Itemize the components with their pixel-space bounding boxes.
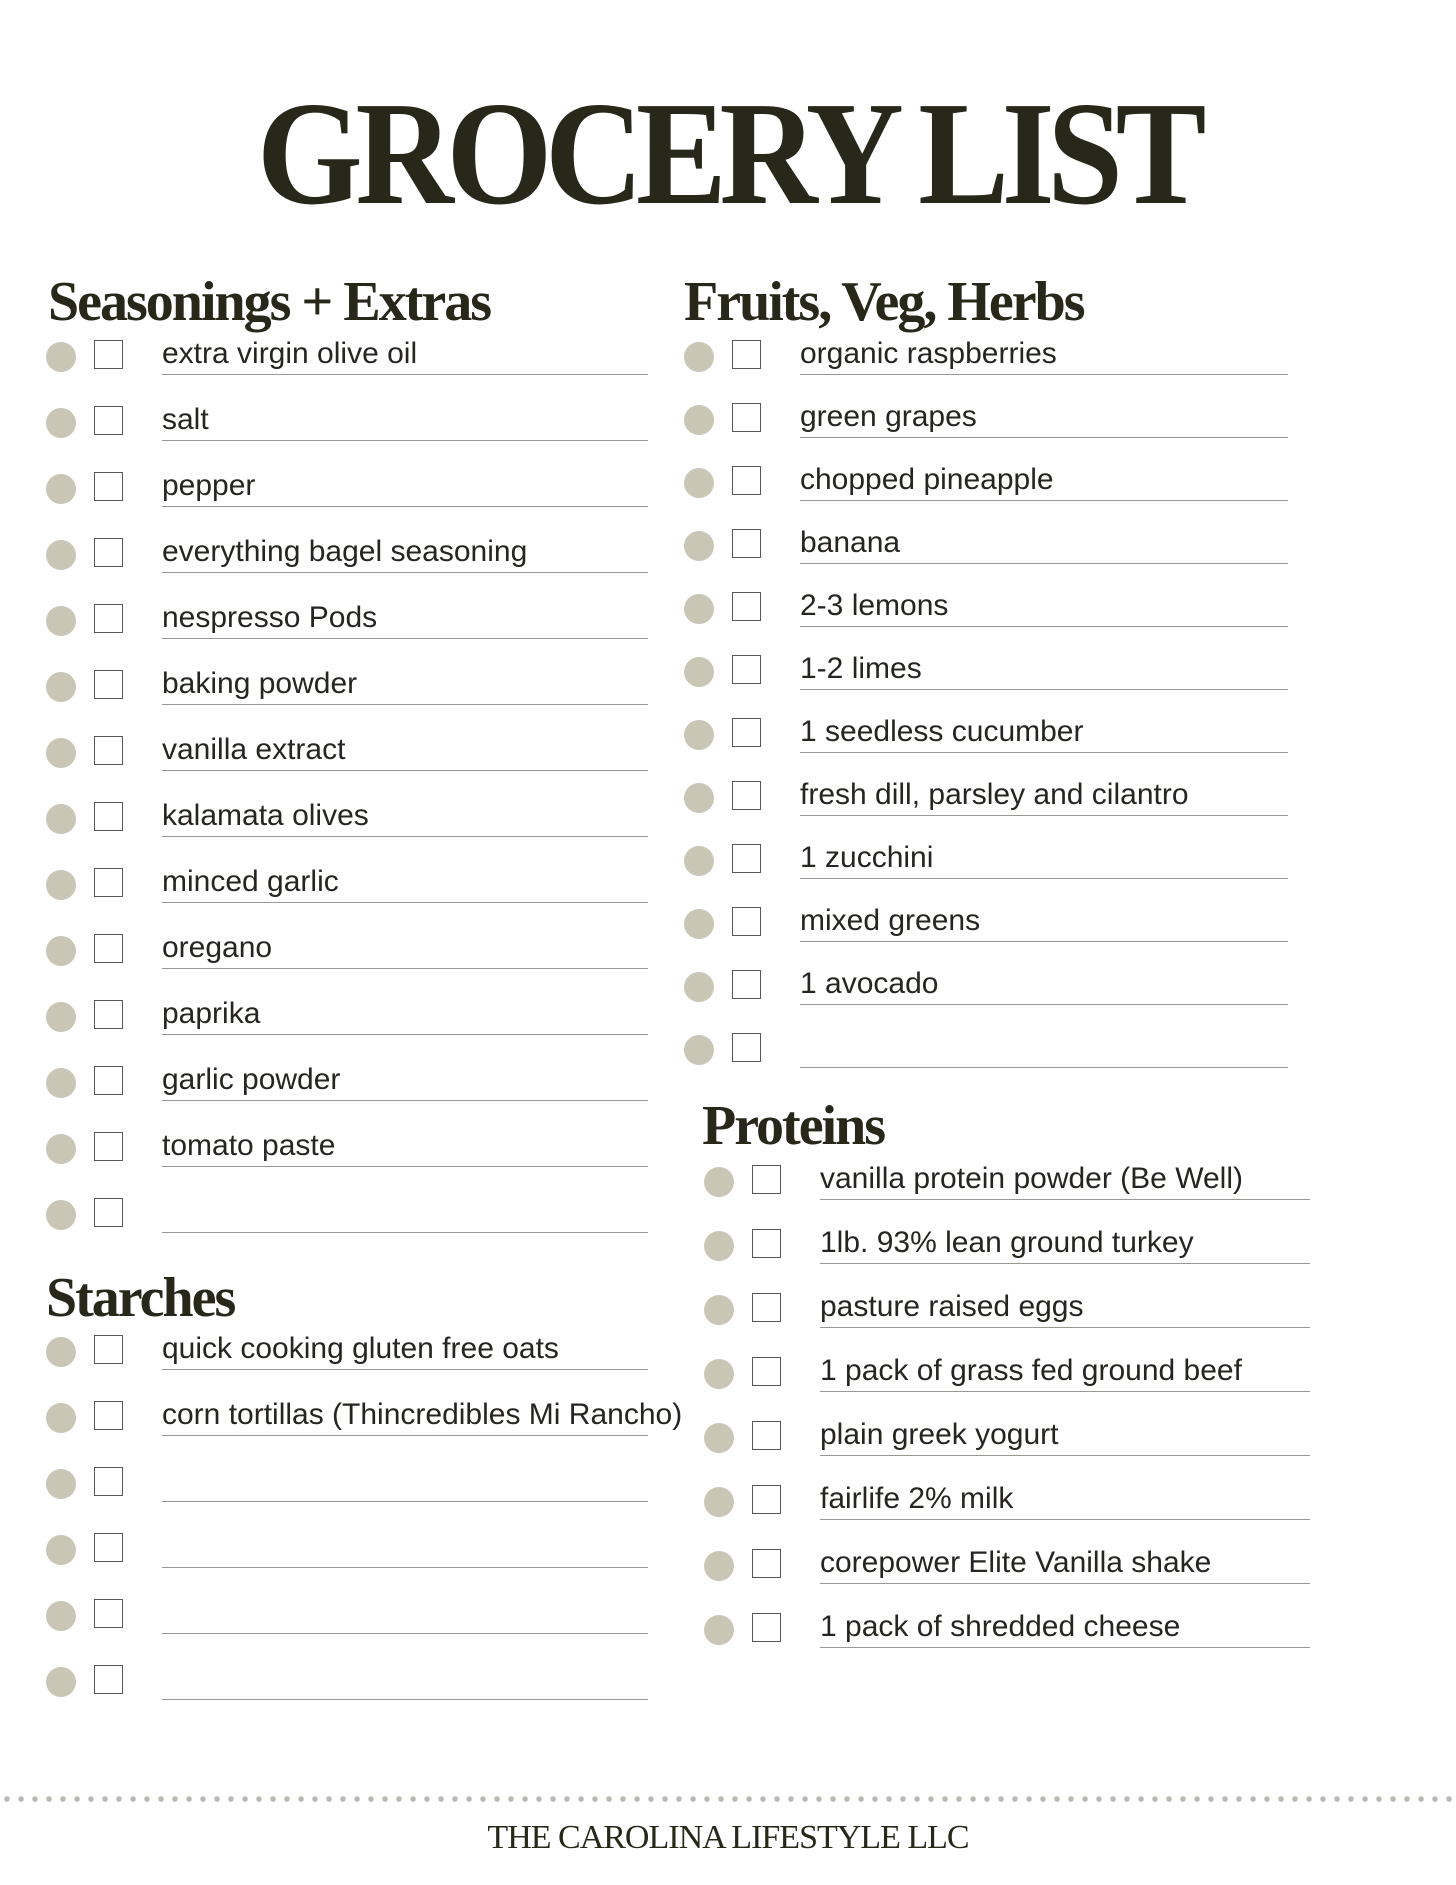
item-label: extra virgin olive oil — [162, 337, 418, 370]
item-label: kalamata olives — [162, 799, 369, 832]
item-checkbox[interactable] — [94, 1000, 123, 1029]
bullet-dot — [684, 1035, 714, 1065]
item-label: 2-3 lemons — [800, 589, 949, 622]
write-in-line[interactable] — [800, 752, 1288, 753]
write-in-line[interactable] — [820, 1455, 1310, 1456]
write-in-line[interactable] — [162, 1232, 648, 1233]
item-label: tomato paste — [162, 1129, 336, 1162]
write-in-line[interactable] — [162, 1100, 648, 1101]
bullet-dot — [46, 1068, 76, 1098]
item-label: pepper — [162, 469, 256, 502]
item-checkbox[interactable] — [94, 736, 123, 765]
item-checkbox[interactable] — [94, 1066, 123, 1095]
write-in-line[interactable] — [162, 638, 648, 639]
write-in-line[interactable] — [162, 1034, 648, 1035]
write-in-line[interactable] — [162, 1501, 648, 1502]
seasonings-heading: Seasonings + Extras — [48, 271, 490, 333]
item-checkbox[interactable] — [732, 1033, 761, 1062]
write-in-line[interactable] — [820, 1263, 1310, 1264]
item-label: chopped pineapple — [800, 463, 1054, 496]
item-checkbox[interactable] — [732, 781, 761, 810]
proteins-heading: Proteins — [702, 1095, 885, 1157]
bullet-dot — [46, 1134, 76, 1164]
bullet-dot — [684, 783, 714, 813]
write-in-line[interactable] — [800, 941, 1288, 942]
bullet-dot — [46, 540, 76, 570]
item-checkbox[interactable] — [94, 604, 123, 633]
write-in-line[interactable] — [820, 1199, 1310, 1200]
write-in-line[interactable] — [162, 770, 648, 771]
item-label: baking powder — [162, 667, 358, 700]
item-label: fresh dill, parsley and cilantro — [800, 778, 1189, 811]
write-in-line[interactable] — [162, 1633, 648, 1634]
item-checkbox[interactable] — [94, 1198, 123, 1227]
bullet-dot — [704, 1551, 734, 1581]
fruits-veg-herbs-heading: Fruits, Veg, Herbs — [684, 271, 1084, 333]
write-in-line[interactable] — [800, 1004, 1288, 1005]
write-in-line[interactable] — [162, 1166, 648, 1167]
write-in-line[interactable] — [800, 1067, 1288, 1068]
write-in-line[interactable] — [162, 1567, 648, 1568]
item-checkbox[interactable] — [752, 1165, 781, 1194]
bullet-dot — [46, 1667, 76, 1697]
footer-brand: THE CAROLINA LIFESTYLE LLC — [487, 1819, 969, 1856]
write-in-line[interactable] — [800, 437, 1288, 438]
bullet-dot — [704, 1423, 734, 1453]
item-checkbox[interactable] — [94, 670, 123, 699]
bullet-dot — [46, 738, 76, 768]
write-in-line[interactable] — [162, 572, 648, 573]
item-checkbox[interactable] — [732, 907, 761, 936]
bullet-dot — [684, 405, 714, 435]
item-checkbox[interactable] — [94, 868, 123, 897]
write-in-line[interactable] — [162, 902, 648, 903]
write-in-line[interactable] — [820, 1519, 1310, 1520]
item-checkbox[interactable] — [732, 340, 761, 369]
item-label: corn tortillas (Thincredibles Mi Rancho) — [162, 1398, 683, 1431]
item-checkbox[interactable] — [752, 1613, 781, 1642]
bullet-dot — [46, 804, 76, 834]
item-checkbox[interactable] — [732, 970, 761, 999]
starches-heading: Starches — [46, 1267, 235, 1329]
item-label: pasture raised eggs — [820, 1290, 1084, 1323]
item-label: banana — [800, 526, 901, 559]
write-in-line[interactable] — [162, 440, 648, 441]
item-checkbox[interactable] — [752, 1357, 781, 1386]
write-in-line[interactable] — [162, 506, 648, 507]
item-label: 1 avocado — [800, 967, 939, 1000]
bullet-dot — [684, 531, 714, 561]
write-in-line[interactable] — [162, 704, 648, 705]
item-label: quick cooking gluten free oats — [162, 1332, 559, 1365]
item-checkbox[interactable] — [94, 934, 123, 963]
write-in-line[interactable] — [820, 1647, 1310, 1648]
item-label: 1 seedless cucumber — [800, 715, 1084, 748]
bullet-dot — [46, 1469, 76, 1499]
item-checkbox[interactable] — [94, 1467, 123, 1496]
item-checkbox[interactable] — [752, 1229, 781, 1258]
bullet-dot — [684, 342, 714, 372]
bullet-dot — [684, 657, 714, 687]
item-checkbox[interactable] — [752, 1485, 781, 1514]
page-title: GROCERY LIST — [256, 72, 1200, 236]
write-in-line[interactable] — [800, 689, 1288, 690]
item-label: vanilla protein powder (Be Well) — [820, 1162, 1243, 1195]
bullet-dot — [46, 1535, 76, 1565]
bullet-dot — [684, 720, 714, 750]
bullet-dot — [684, 594, 714, 624]
bullet-dot — [684, 468, 714, 498]
bullet-dot — [46, 1601, 76, 1631]
bullet-dot — [46, 1403, 76, 1433]
item-checkbox[interactable] — [94, 1599, 123, 1628]
write-in-line[interactable] — [162, 1435, 648, 1436]
bullet-dot — [704, 1487, 734, 1517]
write-in-line[interactable] — [820, 1391, 1310, 1392]
write-in-line[interactable] — [162, 374, 648, 375]
item-label: 1 pack of grass fed ground beef — [820, 1354, 1242, 1387]
write-in-line[interactable] — [800, 878, 1288, 879]
item-checkbox[interactable] — [732, 655, 761, 684]
item-checkbox[interactable] — [94, 1132, 123, 1161]
write-in-line[interactable] — [162, 1369, 648, 1370]
write-in-line[interactable] — [162, 1699, 648, 1700]
item-checkbox[interactable] — [752, 1549, 781, 1578]
item-label: fairlife 2% milk — [820, 1482, 1014, 1515]
item-checkbox[interactable] — [94, 1335, 123, 1364]
item-label: everything bagel seasoning — [162, 535, 528, 568]
item-checkbox[interactable] — [752, 1293, 781, 1322]
item-checkbox[interactable] — [94, 340, 123, 369]
write-in-line[interactable] — [800, 815, 1288, 816]
write-in-line[interactable] — [800, 500, 1288, 501]
bullet-dot — [684, 846, 714, 876]
item-label: nespresso Pods — [162, 601, 378, 634]
item-checkbox[interactable] — [732, 844, 761, 873]
item-checkbox[interactable] — [94, 802, 123, 831]
item-checkbox[interactable] — [732, 529, 761, 558]
write-in-line[interactable] — [162, 836, 648, 837]
item-label: 1-2 limes — [800, 652, 922, 685]
bullet-dot — [46, 1337, 76, 1367]
item-label: corepower Elite Vanilla shake — [820, 1546, 1212, 1579]
write-in-line[interactable] — [800, 626, 1288, 627]
item-checkbox[interactable] — [732, 403, 761, 432]
item-label: mixed greens — [800, 904, 981, 937]
bullet-dot — [46, 1200, 76, 1230]
bullet-dot — [704, 1167, 734, 1197]
item-checkbox[interactable] — [94, 1401, 123, 1430]
write-in-line[interactable] — [800, 374, 1288, 375]
item-checkbox[interactable] — [94, 538, 123, 567]
item-checkbox[interactable] — [94, 1533, 123, 1562]
item-label: oregano — [162, 931, 273, 964]
item-checkbox[interactable] — [94, 1665, 123, 1694]
bullet-dot — [704, 1231, 734, 1261]
bullet-dot — [684, 909, 714, 939]
item-label: garlic powder — [162, 1063, 341, 1096]
bullet-dot — [684, 972, 714, 1002]
bullet-dot — [46, 606, 76, 636]
footer-divider — [0, 1796, 1456, 1802]
write-in-line[interactable] — [820, 1327, 1310, 1328]
item-label: plain greek yogurt — [820, 1418, 1059, 1451]
item-checkbox[interactable] — [732, 718, 761, 747]
write-in-line[interactable] — [820, 1583, 1310, 1584]
item-checkbox[interactable] — [752, 1421, 781, 1450]
bullet-dot — [46, 474, 76, 504]
item-checkbox[interactable] — [94, 406, 123, 435]
bullet-dot — [46, 672, 76, 702]
bullet-dot — [704, 1615, 734, 1645]
bullet-dot — [704, 1295, 734, 1325]
bullet-dot — [46, 408, 76, 438]
item-label: green grapes — [800, 400, 977, 433]
item-label: 1 pack of shredded cheese — [820, 1610, 1181, 1643]
item-label: organic raspberries — [800, 337, 1057, 370]
write-in-line[interactable] — [800, 563, 1288, 564]
bullet-dot — [46, 936, 76, 966]
item-label: paprika — [162, 997, 261, 1030]
item-checkbox[interactable] — [94, 472, 123, 501]
write-in-line[interactable] — [162, 968, 648, 969]
bullet-dot — [46, 342, 76, 372]
item-checkbox[interactable] — [732, 466, 761, 495]
item-label: 1 zucchini — [800, 841, 934, 874]
bullet-dot — [704, 1359, 734, 1389]
item-label: salt — [162, 403, 209, 436]
item-label: 1lb. 93% lean ground turkey — [820, 1226, 1194, 1259]
item-label: vanilla extract — [162, 733, 346, 766]
item-label: minced garlic — [162, 865, 339, 898]
bullet-dot — [46, 870, 76, 900]
bullet-dot — [46, 1002, 76, 1032]
item-checkbox[interactable] — [732, 592, 761, 621]
